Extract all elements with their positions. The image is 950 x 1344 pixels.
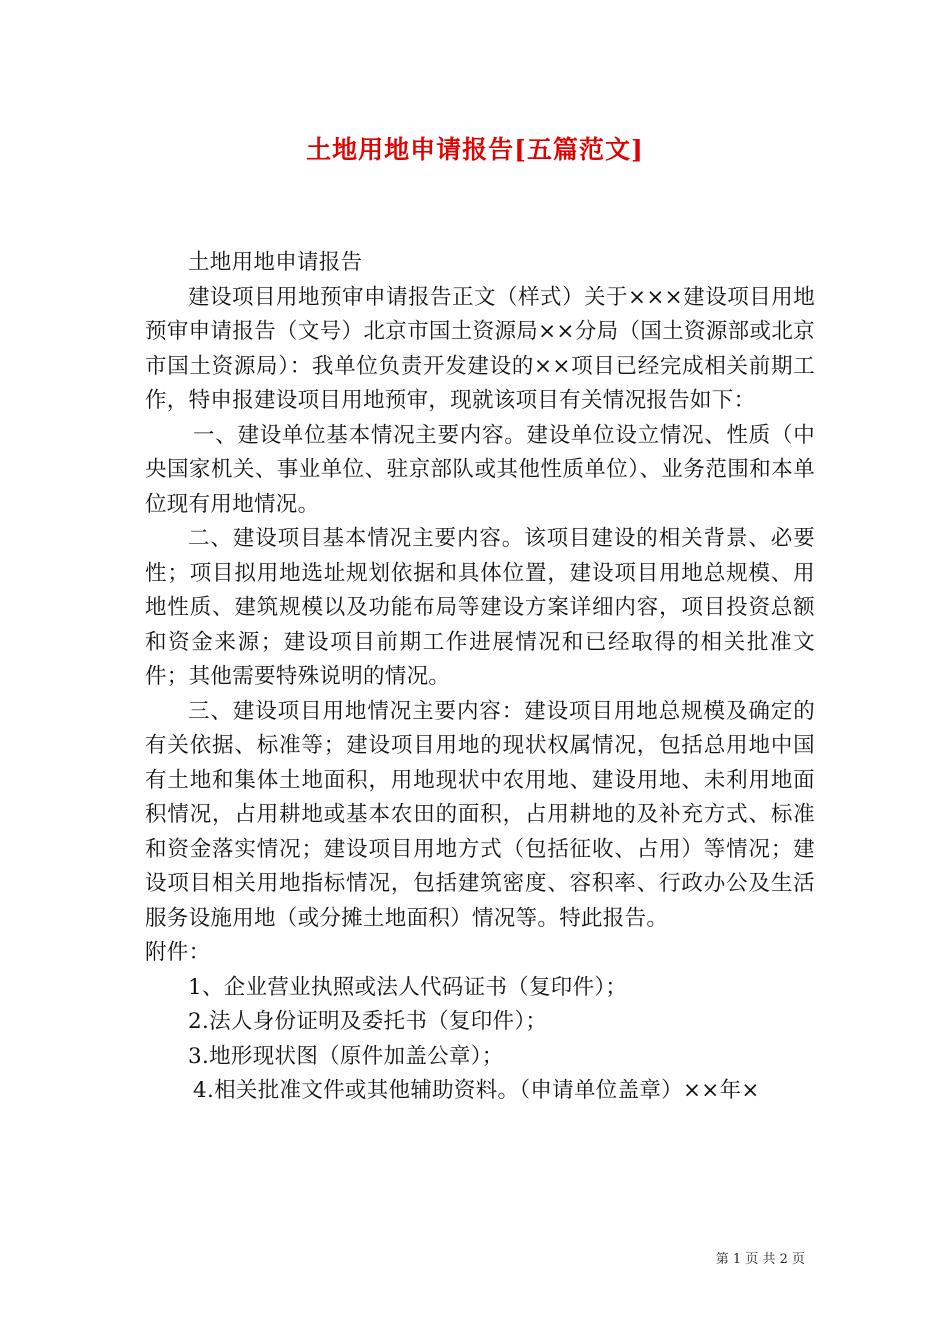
document-title: 土地用地申请报告[五篇范文] (306, 135, 644, 164)
attachment-item-4: 4.相关批准文件或其他辅助资料。（申请单位盖章）××年× (193, 1078, 760, 1103)
paragraph-section-2: 二、建设项目基本情况主要内容。该项目建设的相关背景、必要性；项目拟用地选址规划依据和具体位置，建设项目用地总规模、用地性质、建筑规模以及功能布局等建设方案详细内容，项目投资总额和资金来源；建设项目前期工作进展情况和已经取得的相关批准文件；其他需要特殊说明的情况。 (145, 526, 815, 689)
paragraph-heading: 土地用地申请报告 (188, 250, 363, 275)
paragraph-section-1: 一、建设单位基本情况主要内容。建设单位设立情况、性质（中央国家机关、事业单位、驻京部队或其他性质单位）、业务范围和本单位现有用地情况。 (145, 422, 815, 517)
paragraph-section-3: 三、建设项目用地情况主要内容：建设项目用地总规模及确定的有关依据、标准等；建设项目用地的现状权属情况，包括总用地中国有土地和集体土地面积，用地现状中农用地、建设用地、未利用地面积情况，占用耕地或基本农田的面积，占用耕地的及补充方式、标准和资金落实情况；建设项目用地方式（包括征收、占用）等情况；建设项目相关用地指标情况，包括建筑密度、容积率、行政办公及生活服务设施用地（或分摊土地面积）情况等。特此报告。 (145, 698, 815, 931)
paragraph-intro: 建设项目用地预审申请报告正文（样式）关于×××建设项目用地预审申请报告（文号）北京市国土资源局××分局（国土资源部或北京市国土资源局）：我单位负责开发建设的××项目已经完成相关前期工作，特申报建设项目用地预审，现就该项目有关情况报告如下： (145, 284, 815, 413)
attachment-item-2: 2.法人身份证明及委托书（复印件）； (188, 1009, 548, 1034)
document-body (145, 246, 815, 1109)
attachment-item-3: 3.地形现状图（原件加盖公章）； (188, 1043, 504, 1069)
paragraph-attachments-label: 附件： (145, 940, 211, 965)
page-number: 第 1 页 共 2 页 (715, 1252, 805, 1267)
attachment-item-1: 1、企业营业执照或法人代码证书（复印件）； (188, 974, 628, 1000)
